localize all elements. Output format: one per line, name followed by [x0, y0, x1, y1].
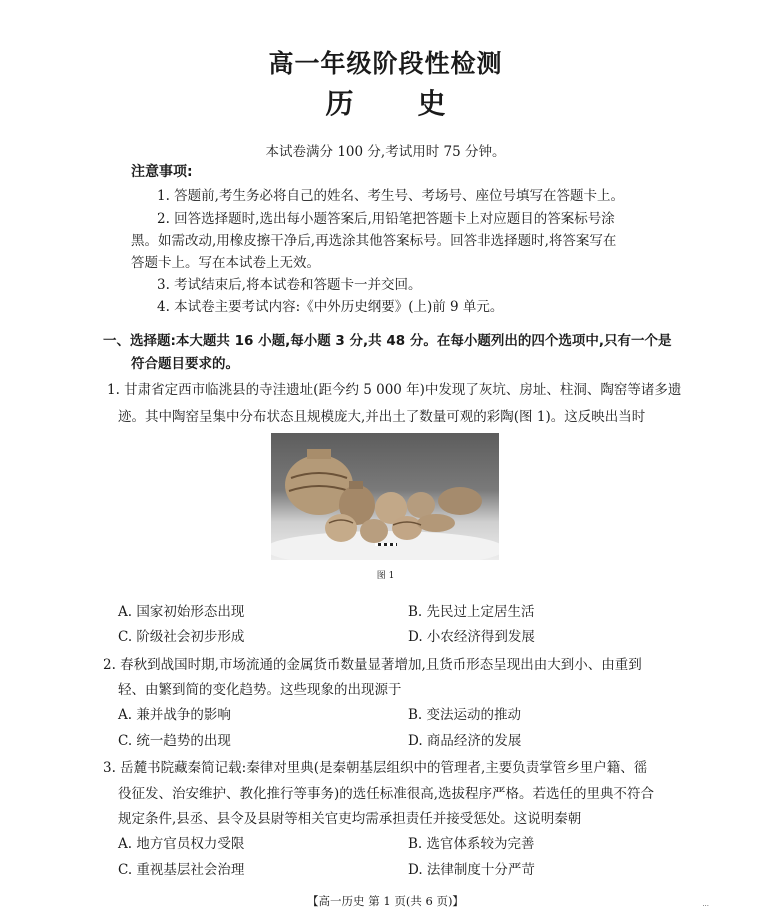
subject-title — [0, 82, 771, 122]
q2-option-a: A. 兼并战争的影响 — [118, 707, 231, 723]
exam-title: 高一年级阶段性检测 — [268, 49, 503, 78]
notice-line-6: 4. 本试卷主要考试内容:《中外历史纲要》(上)前 9 单元。 — [157, 299, 504, 315]
page-footer: 【高一历史 第 1 页(共 6 页)】 — [307, 894, 464, 908]
q2-option-d: D. 商品经济的发展 — [408, 733, 522, 749]
q1-stem-line-1: 1. 甘肃省定西市临洮县的寺洼遗址(距今约 5 000 年)中发现了灰坑、房址、柱洞、陶窑等诸多遗 — [107, 382, 682, 398]
q3-stem-line-2: 役征发、治安维护、教化推行等事务)的选任标准很高,选拔程序严格。若选任的里典不符合 — [118, 786, 655, 802]
notice-line-1: 1. 答题前,考生务必将自己的姓名、考生号、考场号、座位号填写在答题卡上。 — [157, 188, 624, 204]
q3-option-b: B. 选官体系较为完善 — [408, 836, 535, 852]
notice-line-4: 答题卡上。写在本试卷上无效。 — [131, 255, 320, 271]
notice-line-2: 2. 回答选择题时,选出每小题答案后,用铅笔把答题卡上对应题目的答案标号涂 — [157, 211, 615, 227]
figure-caption: 图 1 — [376, 571, 395, 581]
subject-char-2: 史 — [417, 87, 446, 120]
q3-stem-line-1: 3. 岳麓书院藏秦简记载:秦律对里典(是秦朝基层组织中的管理者,主要负责掌管乡里户籍、徭 — [103, 760, 648, 776]
notice-line-3: 黑。如需改动,用橡皮擦干净后,再选涂其他答案标号。回答非选择题时,将答案写在 — [131, 233, 617, 249]
q2-option-b: B. 变法运动的推动 — [408, 707, 522, 723]
subject-char-1: 历 — [325, 87, 354, 120]
section-heading-line-2: 符合题目要求的。 — [131, 356, 239, 372]
notice-title: 注意事项: — [131, 164, 193, 180]
q1-option-a: A. 国家初始形态出现 — [118, 604, 245, 620]
q2-stem-line-2: 轻、由繁到简的变化趋势。这些现象的出现源于 — [118, 682, 402, 698]
q1-option-d: D. 小农经济得到发展 — [408, 629, 535, 645]
pottery-illustration — [271, 433, 499, 560]
q3-stem-line-3: 规定条件,县丞、县令及县尉等相关官吏均需承担责任并接受惩处。这说明秦朝 — [118, 811, 582, 827]
q1-option-b: B. 先民过上定居生活 — [408, 604, 535, 620]
q2-stem-line-1: 2. 春秋到战国时期,市场流通的金属货币数量显著增加,且货币形态呈现出由大到小、由重到 — [103, 657, 642, 673]
pottery-figure — [271, 433, 499, 560]
q1-option-c: C. 阶级社会初步形成 — [118, 629, 245, 645]
q3-option-c: C. 重视基层社会治理 — [118, 862, 245, 878]
q1-stem-line-2: 迹。其中陶窑呈集中分布状态且规模庞大,并出土了数量可观的彩陶(图 1)。这反映出当时 — [118, 409, 646, 425]
q3-option-d: D. 法律制度十分严苛 — [408, 862, 535, 878]
score-line: 本试卷满分 100 分,考试用时 75 分钟。 — [265, 144, 506, 160]
notice-line-5: 3. 考试结束后,将本试卷和答题卡一并交回。 — [157, 277, 422, 293]
q3-option-a: A. 地方官员权力受限 — [118, 836, 245, 852]
corner-mark: ... — [702, 900, 709, 908]
section-heading-line-1: 一、选择题:本大题共 16 小题,每小题 3 分,共 48 分。在每小题列出的四个选项中,只有一个是 — [103, 333, 672, 349]
q2-option-c: C. 统一趋势的出现 — [118, 733, 231, 749]
